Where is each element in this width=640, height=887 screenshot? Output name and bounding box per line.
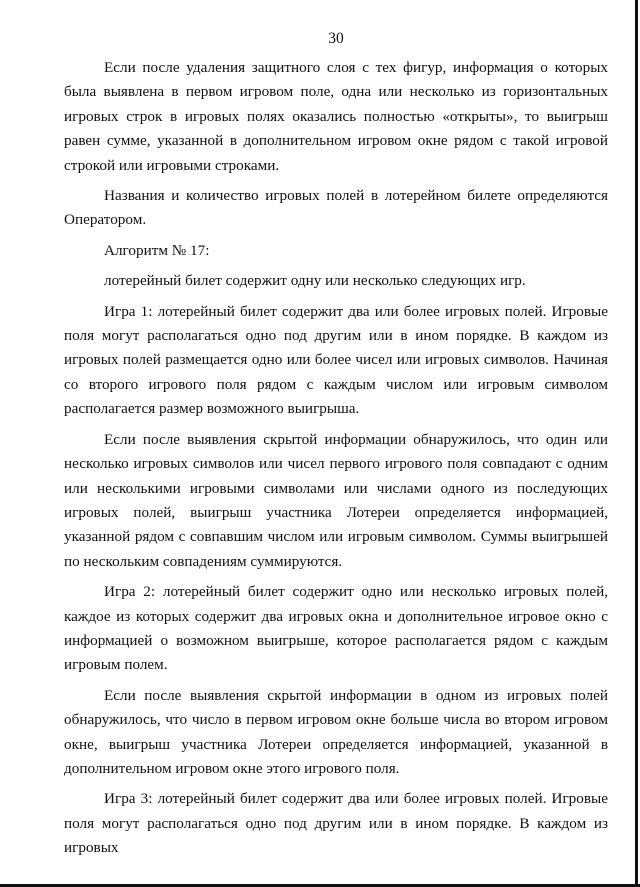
paragraph: Если после выявления скрытой информации в одном из игровых полей обнаружилось, что число в первом игровом окне больше числа во втором игровом окне, выигрыш участника Лотереи определяется информацией, указанной в дополнительном игровом окне этого игрового поля. [64,686,608,777]
paragraph: Названия и количество игровых полей в лотерейном билете определяются Оператором. [64,187,608,229]
paragraph: лотерейный билет содержит одну или несколько следующих игр. [104,272,526,290]
paragraph: Если после выявления скрытой информации обнаружилось, что один или несколько игровых символов или чисел первого игрового поля совпадают с одним или несколькими игровыми символами или числами одного из последующих игровых полей, выигрыш участника Лотереи определяется информацией, указанной рядом с совпавшим числом или игровым символом. Суммы выигрышей по нескольким совпадениям суммируются. [64,430,608,570]
page-number: 30 [328,30,344,47]
algorithm-heading: Алгоритм № 17: [104,241,210,259]
scan-edge-right [635,0,638,887]
paragraph: Игра 1: лотерейный билет содержит два или более игровых полей. Игровые поля могут располагаться одно под другим или в ином порядке. В каждом из игровых полей размещается одно или более чисел или игровых символов. Начиная со второго игрового поля рядом с каждым числом или игровым символом располагается размер возможного выигрыша. [64,302,608,418]
document-page [64,30,608,867]
paragraph: Игра 2: лотерейный билет содержит одно или несколько игровых полей, каждое из которых содержит два игровых окна и дополнительное игровое окно с информацией о возможном выигрыше, которое располагается рядом с каждым игровым полем. [64,583,608,674]
paragraph: Если после удаления защитного слоя с тех фигур, информация о которых была выявлена в первом игровом поле, одна или несколько из горизонтальных игровых строк в игровых полях оказались полностью «открыты», то выигрыш равен сумме, указанной в дополнительном игровом окне рядом с такой игровой строкой или игровыми строками. [64,59,608,174]
paragraph: Игра 3: лотерейный билет содержит два или более игровых полей. Игровые поля могут располагаться одно под другим или в ином порядке. В каждом из игровых [64,790,608,857]
